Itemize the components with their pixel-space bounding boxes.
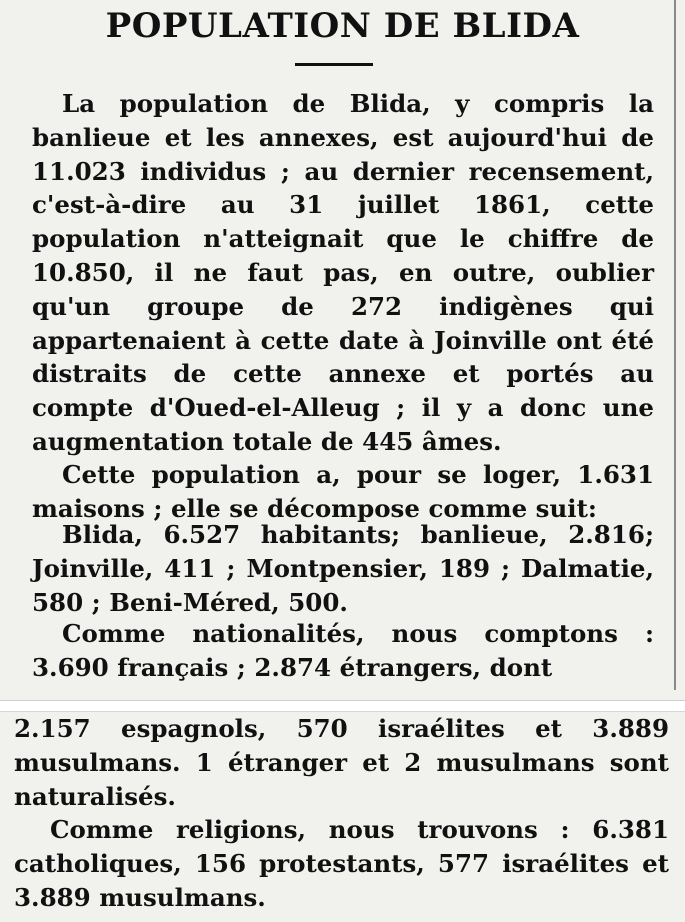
column-break	[0, 700, 685, 712]
paragraph-religions: Comme religions, nous trouvons : 6.381 catholiques, 156 protestants, 577 israélites et 3.889 musulmans.	[14, 815, 669, 912]
paragraph-housing: Cette population a, pour se loger, 1.631 maisons ; elle se décompose comme suit:	[32, 460, 654, 523]
paragraph-nationalities-continued: 2.157 espagnols, 570 israélites et 3.889 musulmans. 1 étranger et 2 musulmans sont naturalisés.	[14, 714, 669, 811]
paragraph-nationalities: Comme nationalités, nous comptons : 3.690 français ; 2.874 étrangers, dont	[32, 619, 654, 682]
paragraph-breakdown: Blida, 6.527 habitants; banlieue, 2.816; Joinville, 411 ; Montpensier, 189 ; Dalmatie, 580 ; Beni-Méred, 500.	[32, 520, 654, 617]
column-rule	[674, 0, 676, 690]
article-title: POPULATION DE BLIDA	[105, 6, 580, 46]
paragraph-population-total: La population de Blida, y compris la banlieue et les annexes, est aujourd'hui de 11.023 individus ; au dernier recensement, c'est-à-dire au 31 juillet 1861, cette population n'atteignait que le chiffre de 10.850, il ne faut pas, en outre, oublier qu'un groupe de 272 indigènes qui appartenaient à cette date à Joinville ont été distraits de cette annexe et portés au compte d'Oued-el-Alleug ; il y a donc une augmentation totale de 445 âmes.	[32, 89, 654, 456]
title-rule	[295, 63, 373, 66]
